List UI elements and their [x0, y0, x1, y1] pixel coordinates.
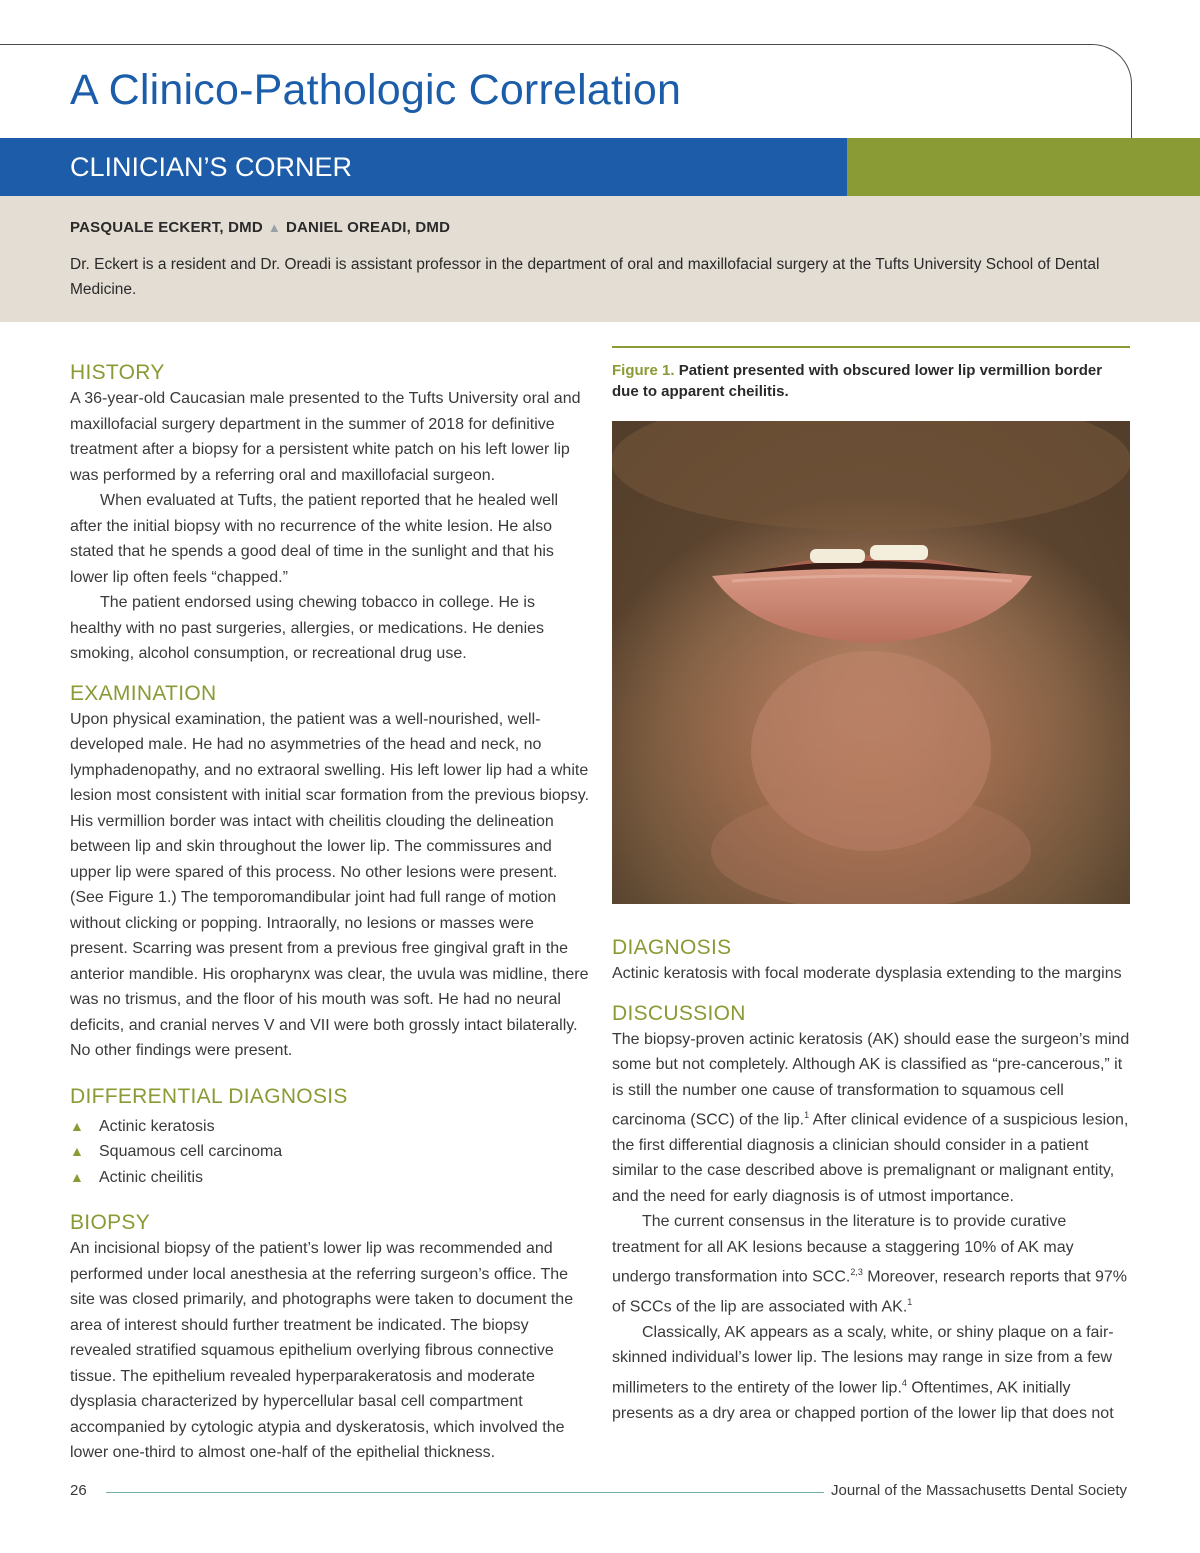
left-column	[70, 360, 590, 1466]
triangle-separator-icon: ▲	[267, 220, 281, 235]
figure-caption-text: Patient presented with obscured lower lip vermillion border due to apparent cheilitis.	[612, 362, 1103, 400]
patient-lip-photo	[612, 421, 1130, 904]
author-1: PASQUALE ECKERT, DMD	[70, 219, 263, 236]
footer-rule	[106, 1492, 824, 1493]
examination-heading: EXAMINATION	[70, 681, 217, 705]
history-paragraph-2: When evaluated at Tufts, the patient reported that he healed well after the initial biopsy with no recurrence of the white lesion. He also stated that he spends a good deal of time in the sunlight and that his lower lip often feels “chapped.”	[70, 492, 559, 586]
author-2: DANIEL OREADI, DMD	[285, 219, 451, 236]
list-item: ▲ Squamous cell carcinoma	[70, 1139, 590, 1165]
differential-heading: DIFFERENTIAL DIAGNOSIS	[70, 1084, 348, 1108]
differential-list	[70, 1114, 590, 1191]
author-affiliation: Dr. Eckert is a resident and Dr. Oreadi is assistant professor in the department of oral and maxillofacial surgery at the Tufts University School of Dental Medicine.	[70, 256, 1100, 298]
discussion-paragraph-3: Classically, AK appears as a scaly, white, or shiny plaque on a fair-skinned individual’s lower lip. The lesions may range in size from a few millimeters to the entirety of the lower lip.$^4$ Oftentimes, AK initially presents as a dry area or chapped portion of the lower lip that does not	[612, 1323, 1114, 1422]
diagnosis-heading: DIAGNOSIS	[612, 936, 732, 959]
figure-caption	[612, 360, 1122, 402]
triangle-bullet-icon: ▲	[70, 1143, 84, 1159]
history-paragraph-3: The patient endorsed using chewing tobacco in college. He is healthy with no past surgeries, allergies, or medications. He denies smoking, alcohol consumption, or recreational drug use.	[70, 594, 545, 662]
biopsy-paragraph: An incisional biopsy of the patient’s lower lip was recommended and performed under local anesthesia at the referring surgeon’s office. The site was closed primarily, and photographs were taken to document the area of interest should further treatment be indicated. The biopsy revealed stratified squamous epithelium overlying fibrous connective tissue. The epithelium revealed hyperparakeratosis and moderate dysplasia characterized by hypercellular basal cell compartment accompanied by cytologic atypia and dyskeratosis, which involved the lower one-third to almost one-half of the epithelial thickness.	[70, 1240, 574, 1461]
citation-ref: 4	[901, 1377, 907, 1388]
page-number: 26	[70, 1482, 87, 1499]
author-line	[70, 219, 450, 236]
figure-rule	[612, 346, 1130, 348]
section-banner-title: CLINICIAN’S CORNER	[70, 152, 353, 182]
figure-label: Figure 1.	[612, 362, 675, 379]
discussion-heading: DISCUSSION	[612, 1001, 746, 1025]
banner-green-band	[847, 138, 1200, 196]
examination-paragraph: Upon physical examination, the patient was a well-nourished, well-developed male. He had no asymmetries of the head and neck, no lymphadenopathy, and no extraoral swelling. His left lower lip had a white lesion most consistent with initial scar formation from the previous biopsy. His vermillion border was intact with cheilitis clouding the delineation between lip and skin throughout the lower lip. The commissures and upper lip were spared of this process. No other lesions were present. (See Figure 1.) The temporomandibular joint had full range of motion without clicking or popping. Intraorally, no lesions or masses were present. Scarring was present from a previous free gingival graft in the anterior mandible. His oropharynx was clear, the uvula was midline, there was no trismus, and the floor of his mouth was soft. He had no neural deficits, and cranial nerves V and VII were both grossly intact bilaterally. No other findings were present.	[70, 710, 590, 1059]
citation-ref: 1	[804, 1110, 810, 1120]
page-title: A Clinico-Pathologic Correlation	[70, 66, 682, 114]
citation-ref: 1	[907, 1297, 913, 1308]
diagnosis-text: Actinic keratosis with focal moderate dysplasia extending to the margins	[612, 965, 1122, 982]
triangle-bullet-icon: ▲	[70, 1117, 84, 1134]
discussion-paragraph-2: The current consensus in the literature is to provide curative treatment for all AK lesions because a staggering 10% of AK may undergo transformation into SCC.$^{2,3}$ Moreover, research reports that 97% of SCCs of the lip are associated with AK.$^1$	[612, 1213, 1127, 1316]
triangle-bullet-icon: ▲	[70, 1168, 84, 1185]
biopsy-heading: BIOPSY	[70, 1211, 150, 1234]
history-paragraph-1: A 36-year-old Caucasian male presented to the Tufts University oral and maxillofacial surgery department in the summer of 2018 for definitive treatment after a biopsy for a persistent white patch on his left lower lip was performed by a referring oral and maxillofacial surgeon.	[70, 390, 581, 484]
history-heading: HISTORY	[70, 361, 165, 384]
right-column	[612, 935, 1130, 1426]
journal-name: Journal of the Massachusetts Dental Society	[831, 1482, 1127, 1499]
discussion-paragraph-1: The biopsy-proven actinic keratosis (AK) should ease the surgeon’s mind some but not completely. Although AK is classified as “pre-cancerous,” it is still the number one cause of transformation to squamous cell carcinoma (SCC) of the lip.$^1$ After clinical evidence of a suspicious lesion, the first differential diagnosis a clinician should consider in a patient similar to the case described above is premalignant or malignant entity, and the need for early diagnosis is of utmost importance.	[612, 1030, 1130, 1205]
citation-ref: 2,3	[850, 1267, 863, 1278]
list-item: ▲ Actinic cheilitis	[70, 1165, 590, 1191]
list-item: ▲ Actinic keratosis	[70, 1114, 590, 1140]
